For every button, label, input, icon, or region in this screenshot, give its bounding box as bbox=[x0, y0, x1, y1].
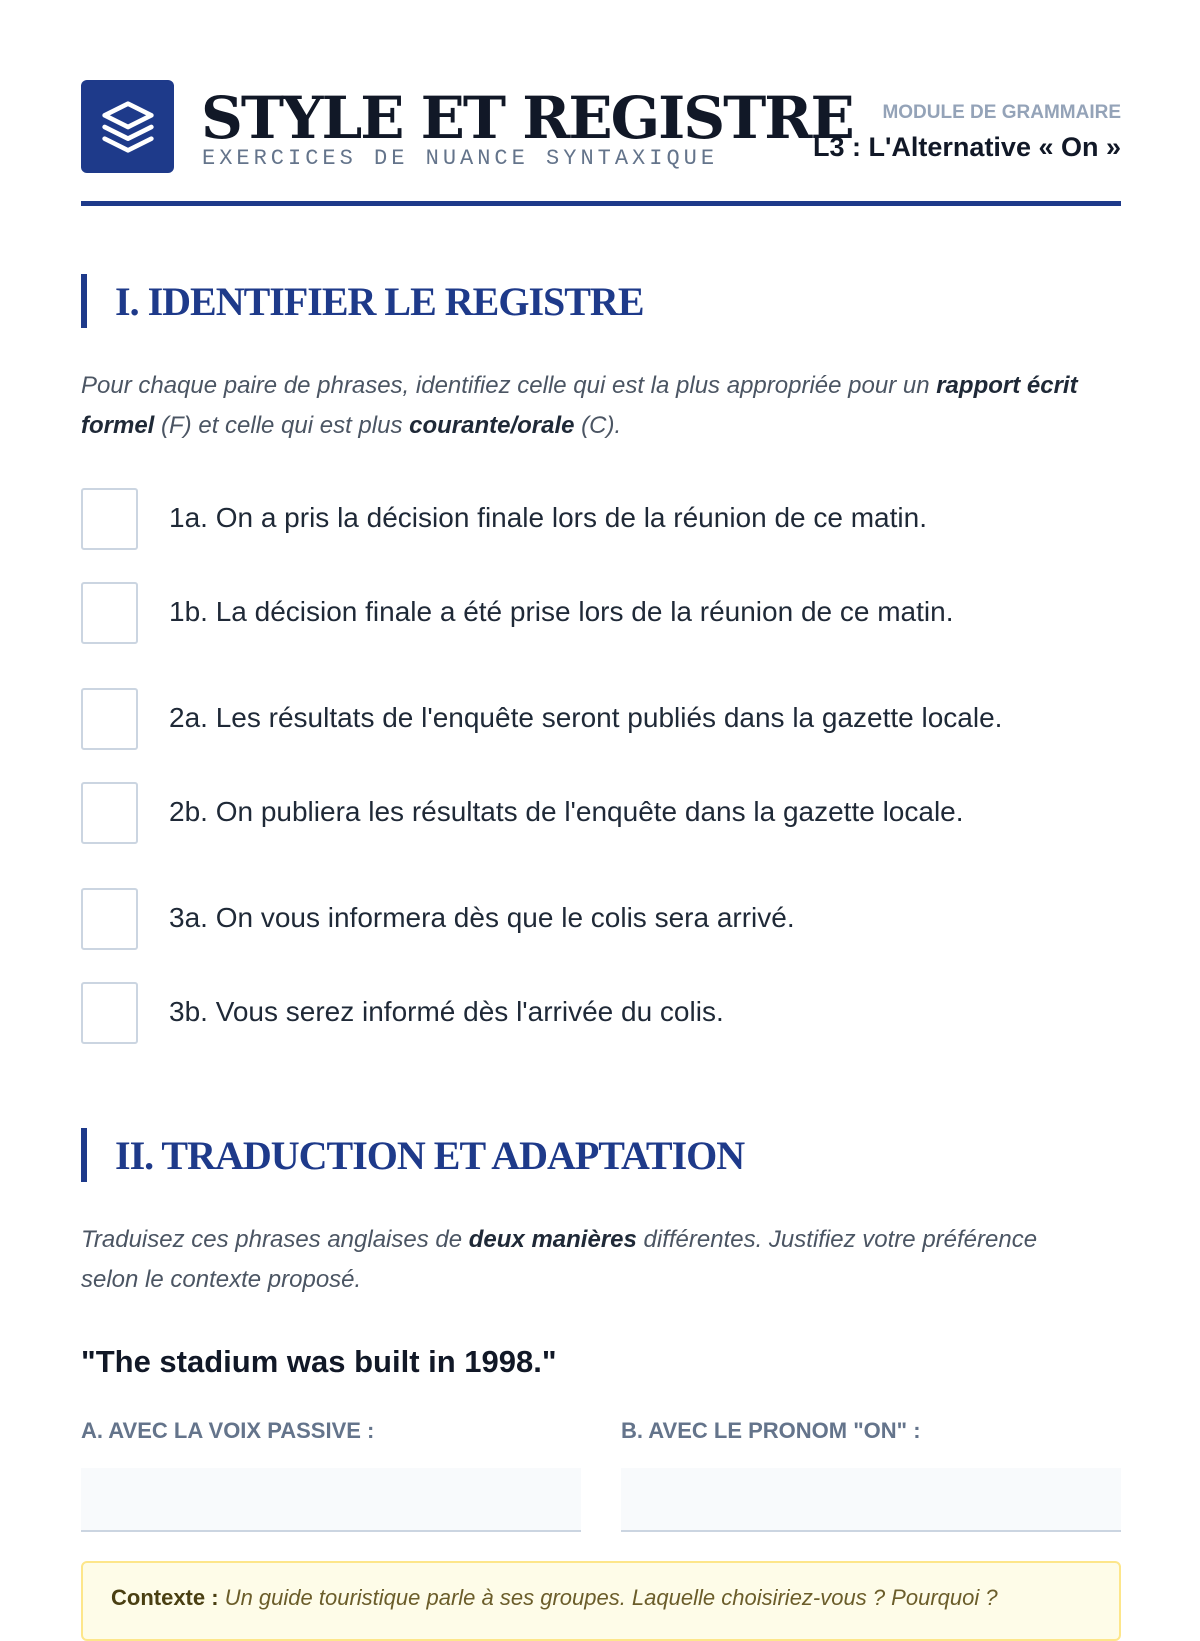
worksheet-header bbox=[81, 80, 1121, 206]
sentence-text: 3a. On vous informera dès que le colis sera arrivé. bbox=[169, 902, 795, 933]
section-2-instruction: Traduisez ces phrases anglaises de deux manières différentes. Justifiez votre préférence selon le contexte proposé. bbox=[81, 1226, 1038, 1293]
passive-voice-input[interactable] bbox=[81, 1468, 581, 1532]
section-1-title: I. IDENTIFIER LE REGISTRE bbox=[81, 274, 644, 328]
context-label: Contexte : bbox=[111, 1585, 219, 1610]
context-text: Un guide touristique parle à ses groupes. Laquelle choisiriez-vous ? Pourquoi ? bbox=[224, 1585, 998, 1610]
header-divider bbox=[81, 201, 1121, 206]
list-item bbox=[81, 688, 1121, 754]
sentence-text: 1b. La décision finale a été prise lors de la réunion de ce matin. bbox=[169, 596, 954, 627]
layers-icon bbox=[81, 80, 174, 173]
on-pronoun-input[interactable] bbox=[621, 1468, 1121, 1532]
answer-checkbox[interactable] bbox=[81, 982, 138, 1044]
sentence-text: 2b. On publiera les résultats de l'enquête dans la gazette locale. bbox=[169, 796, 964, 827]
module-label: MODULE DE GRAMMAIRE bbox=[882, 102, 1121, 123]
lesson-title: L3 : L'Alternative « On » bbox=[813, 132, 1121, 162]
answer-checkbox[interactable] bbox=[81, 688, 138, 750]
section-2-title: II. TRADUCTION ET ADAPTATION bbox=[81, 1128, 744, 1182]
field-a-label: A. AVEC LA VOIX PASSIVE : bbox=[81, 1418, 375, 1443]
list-item bbox=[81, 982, 1121, 1048]
sentence-text: 1a. On a pris la décision finale lors de la réunion de ce matin. bbox=[169, 502, 927, 533]
answer-checkbox[interactable] bbox=[81, 582, 138, 644]
page-subtitle: EXERCICES DE NUANCE SYNTAXIQUE bbox=[202, 146, 719, 171]
field-b-label: B. AVEC LE PRONOM "ON" : bbox=[621, 1418, 921, 1443]
list-item bbox=[81, 582, 1121, 648]
source-sentence: "The stadium was built in 1998." bbox=[81, 1344, 557, 1379]
answer-checkbox[interactable] bbox=[81, 888, 138, 950]
list-item bbox=[81, 488, 1121, 554]
sentence-text: 2a. Les résultats de l'enquête seront publiés dans la gazette locale. bbox=[169, 702, 1003, 733]
list-item bbox=[81, 782, 1121, 848]
list-item bbox=[81, 888, 1121, 954]
answer-checkbox[interactable] bbox=[81, 782, 138, 844]
sentence-text: 3b. Vous serez informé dès l'arrivée du colis. bbox=[169, 996, 724, 1027]
answer-checkbox[interactable] bbox=[81, 488, 138, 550]
page-title: STYLE ET REGISTRE bbox=[201, 84, 853, 152]
context-box bbox=[81, 1561, 1121, 1641]
section-1-instruction: Pour chaque paire de phrases, identifiez celle qui est la plus appropriée pour un rapport écrit formel (F) et celle qui est plus courante/orale (C). bbox=[81, 372, 1078, 439]
